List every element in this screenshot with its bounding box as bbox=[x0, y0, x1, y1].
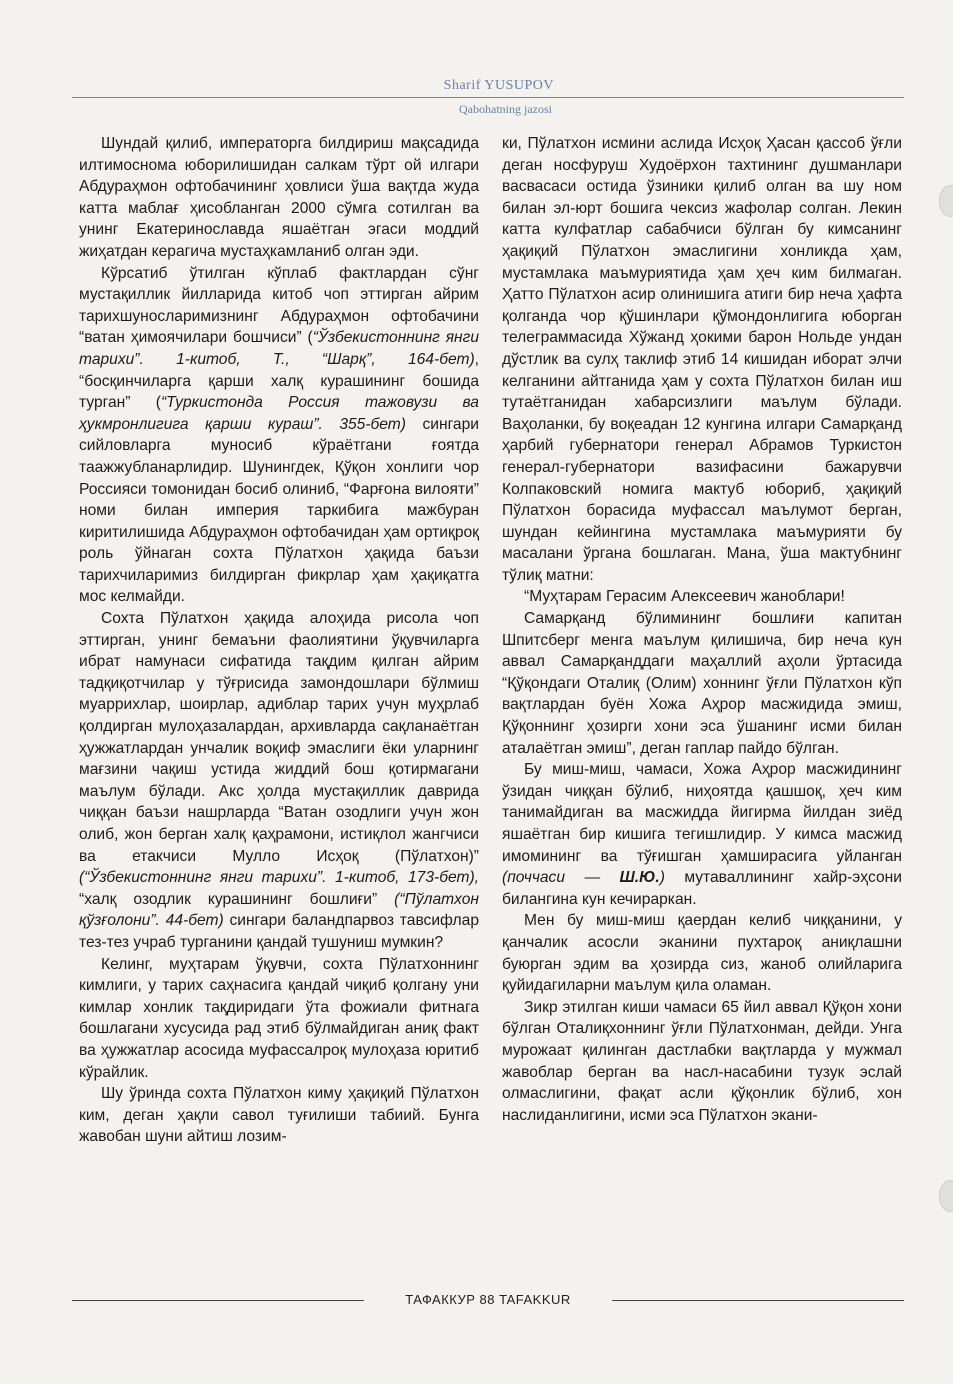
citation: (“Ўзбекистоннинг янги тарихи”. 1-китоб, 173-бет), bbox=[79, 869, 479, 887]
paragraph: Келинг, муҳтарам ўқувчи, сохта Пўлатхоннинг кимлиги, у тарих саҳнасига қандай чиқиб қолгану уни кимлар хонлик тақдиридаги ўта фожиали фитнага бошлагани хусусида рад этиб бўлмайдиган аниқ факт ва ҳужжатлар асосида муфассалроқ мулоҳаза юритиб кўрайлик. bbox=[79, 955, 479, 1081]
paragraph: Кўрсатиб ўтилган кўплаб фактлардан сўнг мустақиллик йилларида китоб чоп эттирган айрим тарихшуносларимизнинг Абдураҳмон офтобачини “ватан ҳимоячилари бошчиси” (“Ўзбекистоннинг янги тарихи”. 1-китоб, Т., “Шарқ”, 164-бет), “босқинчиларга қарши халқ курашининг бошида турган” (“Туркистонда Россия тажовузи ва ҳукмронлигига қарши кураш”. 355-бет) сингари сийловларга муносиб кўраётгани ғоятда таажжубланарлидир. Шунингдек, Қўқон хонлиги чор Россияси томонидан босиб олиниб, “Фарғона вилояти” номи билан империя таркибига мажбуран киритилишида Абдураҳмон офтобачидан ҳам ортиқроқ роль ўйнаган сохта Пўлатхон ҳақида баъзи тарихчиларимиз билдирган фикрлар ҳам ҳақиқатга мос келмайди. bbox=[79, 264, 479, 606]
left-column bbox=[79, 133, 479, 1148]
article-title: Qabohatning jazosi bbox=[459, 102, 552, 116]
page-header bbox=[72, 78, 904, 118]
paragraph: Сохта Пўлатхон ҳақида алоҳида рисола чоп эттирган, унинг бемаъни фаолиятини ўқувчиларга ибрат намунаси сифатида тақдим қилган айрим тадқиқотчилар у тўғрисида замондошлари бўлмиш муаррихлар, шоирлар, адиблар тарих учун муҳрлаб қолдирган мулоҳазалардан, архивларда сақланаётган ҳужжатлардан унчалик воқиф эмаслиги ёки уларнинг мағзини чақиш устида жиддий бош қотирмагани маълум бўлади. Акс ҳолда мустақиллик даврида чиққан баъзи нашрларда “Ватан озодлиги учун жон олиб, жон берган халқ қаҳрамони, истиқлол жангчиси ва етакчиси Мулло Исҳоқ (Пўлатхон)” (“Ўзбекистоннинг янги тарихи”. 1-китоб, 173-бет), “халқ озодлик курашининг бошлиғи” (“Пўлатхон қўзғолони”. 44-бет) сингари баландпарвоз тавсифлар тез-тез учраб турганини қандай тушуниш мумкин? bbox=[79, 610, 479, 951]
paragraph: Мен бу миш-миш қаердан келиб чиққанини, у қанчалик асосли эканини пухтароқ аниқлашни буюрган эдим ва ҳозирда сиз, жаноб олийларига қуйидагиларни маълум қила оламан. bbox=[502, 912, 902, 995]
binder-hole bbox=[939, 185, 953, 217]
footer-rule-right bbox=[612, 1300, 904, 1301]
paragraph: ки, Пўлатхон исмини аслида Исҳоқ Ҳасан қассоб ўғли деган носфуруш Худоёрхон тахтининг душманлари васвасаси остида ўзиники қилиб олган ва шу ном билан эл-юрт бошига чексиз жафолар солган. Лекин катта кулфатлар сабабчиси бўлган бу кимсанинг ҳақиқий Пўлатхон эмаслигини хонликда ҳам, мустамлака маъмуриятида ҳам ҳеч ким билмаган. Ҳатто Пўлатхон асир олинишига атиги бир неча ҳафта қолганда чор қўшинлари қўмондонлигига юборган телеграммасида Хўжанд ҳокими барон Нольде ундан дўстлик ва сулҳ таклиф этиб 14 кишидан иборат элчи келганини айтганида ҳам у сохта Пўлатхон билан иш тутаётганидан хабарсизлиги маълум бўлади. Ваҳоланки, бу воқеадан 12 кунгина илгари Самарқанд ҳарбий губернатори генерал Абрамов Туркистон генерал-губернатори вазифасини бажарувчи Колпаковский номига мактуб юбориб, ҳақиқий Пўлатхон борасида муфассал маълумот берган, шундан кейингина мустамлака маъмурияти бу масалани ўргана бошлаган. Мана, ўша мактубнинг тўлиқ матни: bbox=[502, 135, 902, 584]
author-name: Sharif YUSUPOV bbox=[443, 78, 554, 93]
paragraph: Шундай қилиб, императорга билдириш мақсадида илтимосномa юборилишидан салкам тўрт ой илгари Абдураҳмон офтобачининг ҳовлиси ўша вақтда жуда катта маблағ ҳисобланган 2000 сўмга сотилган ва унинг Екатеринославда яшаётган эгаси моддий жиҳатдан керагича мустаҳкамланиб олган эди. bbox=[79, 135, 479, 260]
citation: (“Пўлатхон қўзғолони”. 44-бет) bbox=[79, 890, 479, 930]
paragraph: Самарқанд бўлимининг бошлиғи капитан Шпитсберг менга маълум қилишича, бир неча кун аввал Самарқанддаги маҳаллий аҳоли ўртасида “Қўқондаги Оталиқ (Олим) хоннинг ўғли Пўлатхон кўп вақтлардан буён Хожа Аҳрор масжидида эмиш, Қўқоннинг ҳозирги хони эса ўшанинг исми билан аталаётган эмиш”, деган гаплар пайдо бўлган. bbox=[502, 610, 902, 757]
paragraph: “Муҳтарам Герасим Алексеевич жаноблари! bbox=[524, 588, 845, 606]
paragraph: Шу ўринда сохта Пўлатхон киму ҳақиқий Пўлатхон ким, деган ҳақли савол туғилиши табиий. Бунга жавобан шуни айтиш лозим- bbox=[79, 1085, 479, 1146]
paragraph: Бу миш-миш, чамаси, Хожа Аҳрор масжидининг ўзидан чиққан бўлиб, ниҳоятда қашшоқ, ҳеч ким танимайдиган ва масжидда йигирма йилдан зиёд яшаётган бир кишига тегишлидир. У кимса масжид имомининг ва тўғишган ҳамширасига уйланган (поччаси — Ш.Ю.) мутаваллининг хайр-эҳсони билангина кун кечираркан. bbox=[502, 761, 902, 908]
right-column bbox=[502, 133, 902, 1126]
citation: “Ўзбекистоннинг янги тарихи”. 1-китоб, Т., “Шарқ”, 164-бет) bbox=[79, 329, 479, 368]
footer-label: ТАФАККУР 88 TAFAKKUR bbox=[405, 1292, 571, 1307]
binder-hole bbox=[939, 1180, 953, 1212]
page-footer bbox=[72, 1290, 904, 1310]
citation: “Туркистонда Россия тажовузи ва ҳукмронлигига қарши кураш”. 355-бет) bbox=[79, 394, 479, 433]
paragraph: Зикр этилган киши чамаси 65 йил аввал Қўқон хони бўлган Оталиқхоннинг ўғли Пўлатхонман, дейди. Унга мурожаат қилинган дастлабки вақтларда у мужмал жавоблар берган ва насл-насабини тузук эслай олмаслигини, фақат асли қўқонлик бўлиб, хон наслиданлигини, исми эса Пўлатхон экани- bbox=[502, 998, 902, 1124]
author-initials: Ш.Ю. bbox=[619, 869, 660, 887]
header-rule bbox=[72, 97, 904, 98]
